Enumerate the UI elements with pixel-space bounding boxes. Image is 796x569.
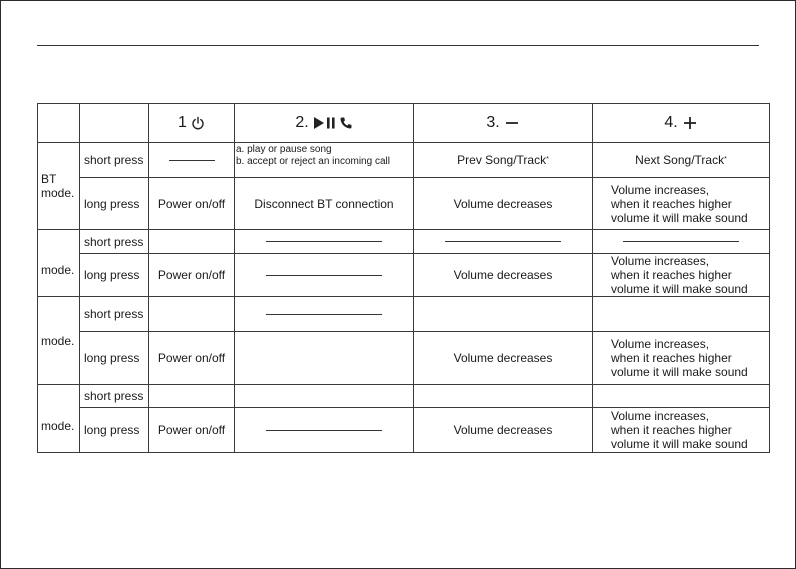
bt-long-press-label: long press: [79, 177, 149, 230]
minus-icon: [504, 116, 520, 130]
m3-short-col1: [148, 296, 235, 332]
header-col2-label: 2.: [295, 114, 309, 131]
power-icon: [191, 116, 205, 130]
m2-long-col4: [592, 253, 770, 297]
m4-short-col2: [234, 384, 414, 408]
mode-2: [37, 229, 80, 297]
m3-long-col2: [234, 331, 414, 385]
m2-long-col1: Power on/off: [148, 253, 235, 297]
vol-up-line3: volume it will make sound: [611, 365, 748, 379]
vol-up-line3: volume it will make sound: [611, 210, 748, 225]
m2-short-col1: [148, 229, 235, 254]
m4-short-col1: [148, 384, 235, 408]
m2-short-col2: [234, 229, 414, 254]
empty-dash: [445, 241, 561, 242]
vol-up-line1: Volume increases,: [611, 337, 710, 351]
m3-short-col4: [592, 296, 770, 332]
phone-icon: [339, 116, 353, 130]
empty-dash: [169, 160, 215, 161]
mode-bt-line2: mode.: [41, 186, 75, 200]
empty-dash: [623, 241, 739, 242]
m3-short-col2: [234, 296, 414, 332]
header-col-power: [148, 103, 235, 143]
empty-dash: [266, 275, 382, 276]
m3-long-press-label: long press: [79, 331, 149, 385]
bt-short-col4: Next Song/Track *: [592, 142, 770, 178]
m4-long-col2: [234, 407, 414, 453]
bt-short-col2-line-a: a. play or pause song: [236, 144, 332, 155]
bt-long-col1: Power on/off: [148, 177, 235, 230]
mode-3: [37, 296, 80, 385]
vol-up-line2: when it reaches higher: [611, 351, 732, 365]
mode-bt: [37, 142, 80, 230]
header-col-playpause: [234, 103, 414, 143]
bt-short-col1: [148, 142, 235, 178]
bt-short-col3: Prev Song/Track *: [413, 142, 593, 178]
header-col-minus: [413, 103, 593, 143]
header-col1-label: 1: [178, 114, 187, 131]
vol-up-line1: Volume increases,: [611, 182, 710, 197]
m3-long-col3: Volume decreases: [413, 331, 593, 385]
vol-up-line3: volume it will make sound: [611, 282, 748, 296]
play-pause-icon: [313, 116, 337, 130]
vol-up-line2: when it reaches higher: [611, 268, 732, 282]
m4-long-col3: Volume decreases: [413, 407, 593, 453]
m4-long-col1: Power on/off: [148, 407, 235, 453]
header-col3-label: 3.: [486, 114, 500, 131]
mode-3-label: mode.: [41, 333, 75, 348]
bt-short-press-label: short press: [79, 142, 149, 178]
bt-long-col2: Disconnect BT connection: [234, 177, 414, 230]
m2-short-col4: [592, 229, 770, 254]
vol-up-line2: when it reaches higher: [611, 196, 732, 211]
empty-dash: [266, 241, 382, 242]
bt-long-col3: Volume decreases: [413, 177, 593, 230]
empty-dash: [266, 314, 382, 315]
bt-long-col4: [592, 177, 770, 230]
header-empty-1: [37, 103, 80, 143]
m2-long-press-label: long press: [79, 253, 149, 297]
plus-icon: [682, 115, 698, 131]
m3-short-col3: [413, 296, 593, 332]
prev-track-text: Prev Song/Track: [457, 153, 547, 167]
m3-short-press-label: short press: [79, 296, 149, 332]
empty-dash: [266, 430, 382, 431]
header-col-plus: [592, 103, 770, 143]
m4-short-col3: [413, 384, 593, 408]
header-col4-label: 4.: [664, 114, 678, 131]
mode-4-label: mode.: [41, 418, 75, 433]
m3-long-col1: Power on/off: [148, 331, 235, 385]
mode-bt-line1: BT: [41, 172, 57, 186]
m2-long-col3: Volume decreases: [413, 253, 593, 297]
m4-long-col4: [592, 407, 770, 453]
m3-long-col4: [592, 331, 770, 385]
m2-short-press-label: short press: [79, 229, 149, 254]
header-empty-2: [79, 103, 149, 143]
m4-long-press-label: long press: [79, 407, 149, 453]
vol-up-line2: when it reaches higher: [611, 423, 732, 437]
m2-short-col3: [413, 229, 593, 254]
vol-up-line1: Volume increases,: [611, 254, 710, 268]
mode-2-label: mode.: [41, 263, 75, 277]
m2-long-col2: [234, 253, 414, 297]
vol-up-line1: Volume increases,: [611, 409, 710, 423]
m4-short-col4: [592, 384, 770, 408]
vol-up-line3: volume it will make sound: [611, 437, 748, 451]
next-track-text: Next Song/Track: [635, 153, 725, 167]
bt-short-col2-line-b: b. accept or reject an incoming call: [236, 156, 390, 167]
mode-4: [37, 384, 80, 453]
bt-short-col2: [234, 142, 414, 178]
m4-short-press-label: short press: [79, 384, 149, 408]
